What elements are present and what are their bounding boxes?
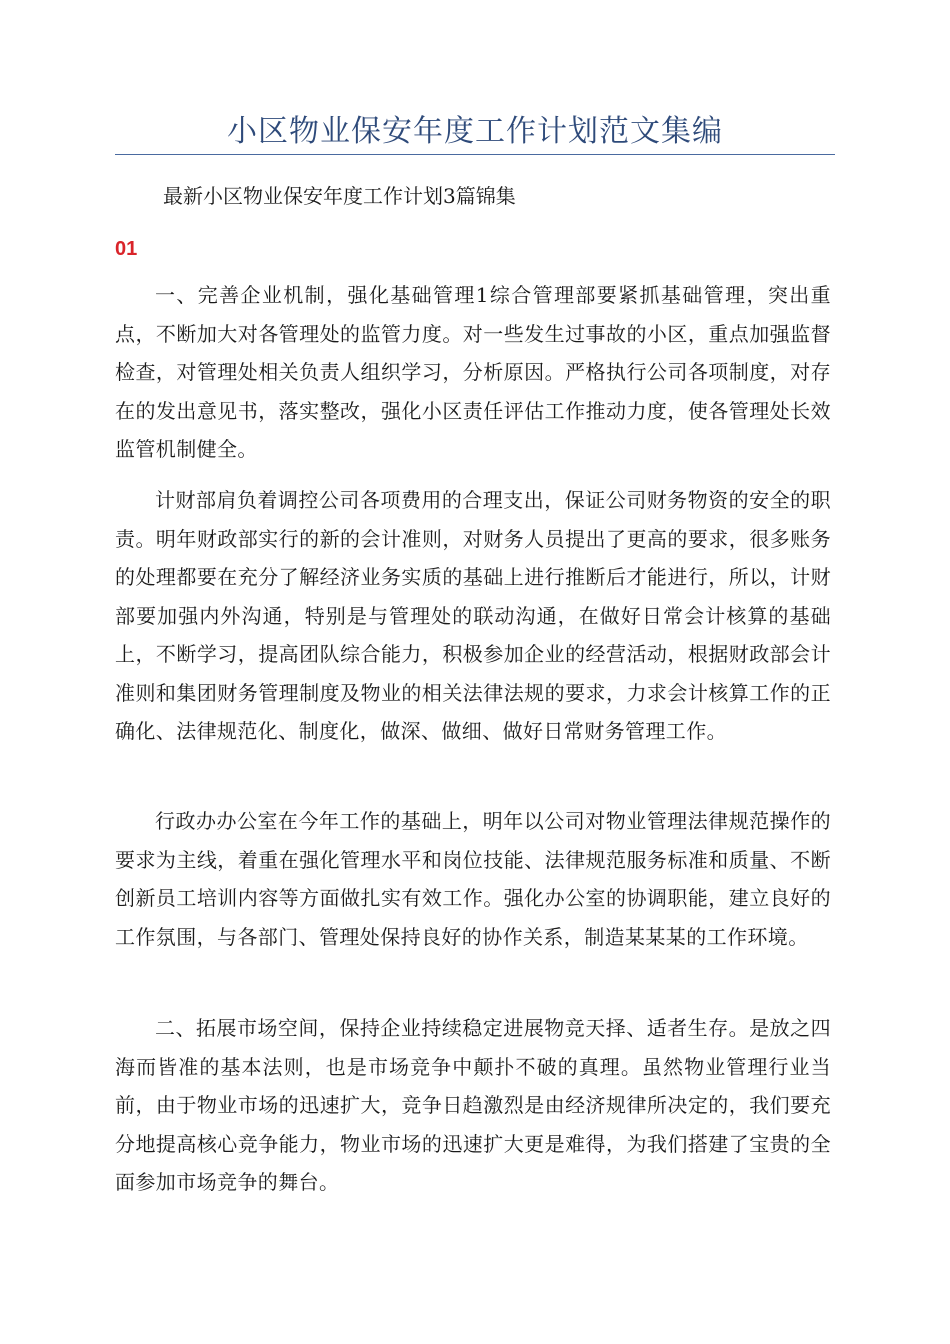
paragraph-1: 一、完善企业机制，强化基础管理1综合管理部要紧抓基础管理，突出重点，不断加大对各管理处的监管力度。对一些发生过事故的小区，重点加强监督检查，对管理处相关负责人组织学习，分析原因。严格执行公司各项制度，对存在的发出意见书，落实整改，强化小区责任评估工作推动力度，使各管理处长效监管机制健全。 xyxy=(115,283,831,461)
document-title: 小区物业保安年度工作计划范文集编 xyxy=(227,114,723,149)
document-subtitle: 最新小区物业保安年度工作计划3篇锦集 xyxy=(163,184,516,208)
paragraph-4: 二、拓展市场空间，保持企业持续稳定进展物竞天择、适者生存。是放之四海而皆准的基本法则，也是市场竞争中颠扑不破的真理。虽然物业管理行业当前，由于物业市场的迅速扩大，竞争日趋激烈是由经济规律所决定的，我们要充分地提高核心竞争能力，物业市场的迅速扩大更是难得，为我们搭建了宝贵的全面参加市场竞争的舞台。 xyxy=(115,1016,831,1194)
title-underline xyxy=(115,154,835,155)
paragraph-2: 计财部肩负着调控公司各项费用的合理支出，保证公司财务物资的安全的职责。明年财政部实行的新的会计准则，对财务人员提出了更高的要求，很多账务的处理都要在充分了解经济业务实质的基础上进行推断后才能进行，所以，计财部要加强内外沟通，特别是与管理处的联动沟通，在做好日常会计核算的基础上，不断学习，提高团队综合能力，积极参加企业的经营活动，根据财政部会计准则和集团财务管理制度及物业的相关法律法规的要求，力求会计核算工作的正确化、法律规范化、制度化，做深、做细、做好日常财务管理工作。 xyxy=(115,488,831,743)
paragraph-3: 行政办办公室在今年工作的基础上，明年以公司对物业管理法律规范操作的要求为主线，着重在强化管理水平和岗位技能、法律规范服务标准和质量、不断创新员工培训内容等方面做扎实有效工作。强化办公室的协调职能，建立良好的工作氛围，与各部门、管理处保持良好的协作关系，制造某某某的工作环境。 xyxy=(115,809,831,949)
section-number: 01 xyxy=(115,238,138,260)
